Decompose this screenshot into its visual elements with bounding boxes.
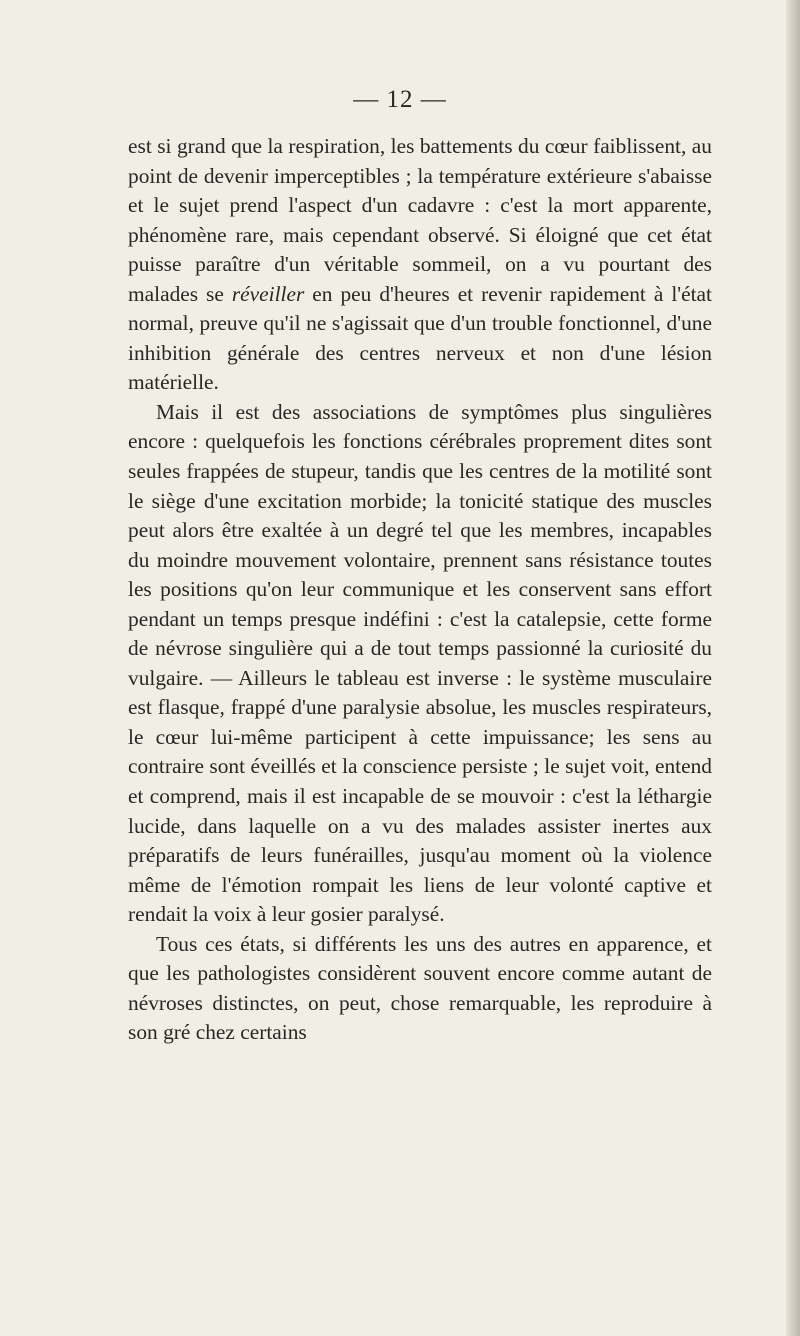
paragraph-3: Tous ces états, si différents les uns des autres en apparence, et que les pathologistes considèrent souvent encore comme autant de névroses distinctes, on peut, chose remarquable, les reproduire à son gré chez certains bbox=[128, 931, 712, 1045]
page-body bbox=[128, 132, 712, 1048]
page-number: — 12 — bbox=[353, 86, 447, 113]
paragraph-1-text-after: en peu d'heures et revenir rapidement à l'état normal, preuve qu'il ne s'agissait que d'un trouble fonctionnel, d'une inhibition générale des centres nerveux et non d'une lésion matérielle. bbox=[128, 281, 712, 395]
paragraph-1 bbox=[128, 132, 712, 398]
paragraph-1-text-before: est si grand que la respiration, les battements du cœur faiblissent, au point de devenir imperceptibles ; la température extérieure s'abaisse et le sujet prend l'aspect d'un cadavre : c'est la mort apparente, phénomène rare, mais cependant observé. Si éloigné que cet état puisse paraître d'un véritable sommeil, on a vu pourtant des malades se bbox=[128, 134, 712, 306]
page-edge-shadow bbox=[786, 0, 800, 1336]
paragraph-2: Mais il est des associations de symptômes plus singulières encore : quelquefois les fonctions cérébrales proprement dites sont seules frappées de stupeur, tandis que les centres de la motilité sont le siège d'une excitation morbide; la tonicité statique des muscles peut alors être exaltée à un degré tel que les membres, incapables du moindre mouvement volontaire, prennent sans résistance toutes les positions qu'on leur communique et les conservent sans effort pendant un temps presque indéfini : c'est la catalepsie, cette forme de névrose singulière qui a de tout temps passionné la curiosité du vulgaire. — Ailleurs le tableau est inverse : le système musculaire est flasque, frappé d'une paralysie absolue, les muscles respirateurs, le cœur lui-même participent à cette impuissance; les sens au contraire sont éveillés et la conscience persiste ; le sujet voit, entend et comprend, mais il est incapable de se mouvoir : c'est la léthargie lucide, dans laquelle on a vu des malades assister inertes aux préparatifs de leurs funérailles, jusqu'au moment où la violence même de l'émotion rompait les liens de leur volonté captive et rendait la voix à leur gosier paralysé. bbox=[128, 399, 712, 927]
paragraph-1-emphasis: réveiller bbox=[231, 281, 305, 306]
